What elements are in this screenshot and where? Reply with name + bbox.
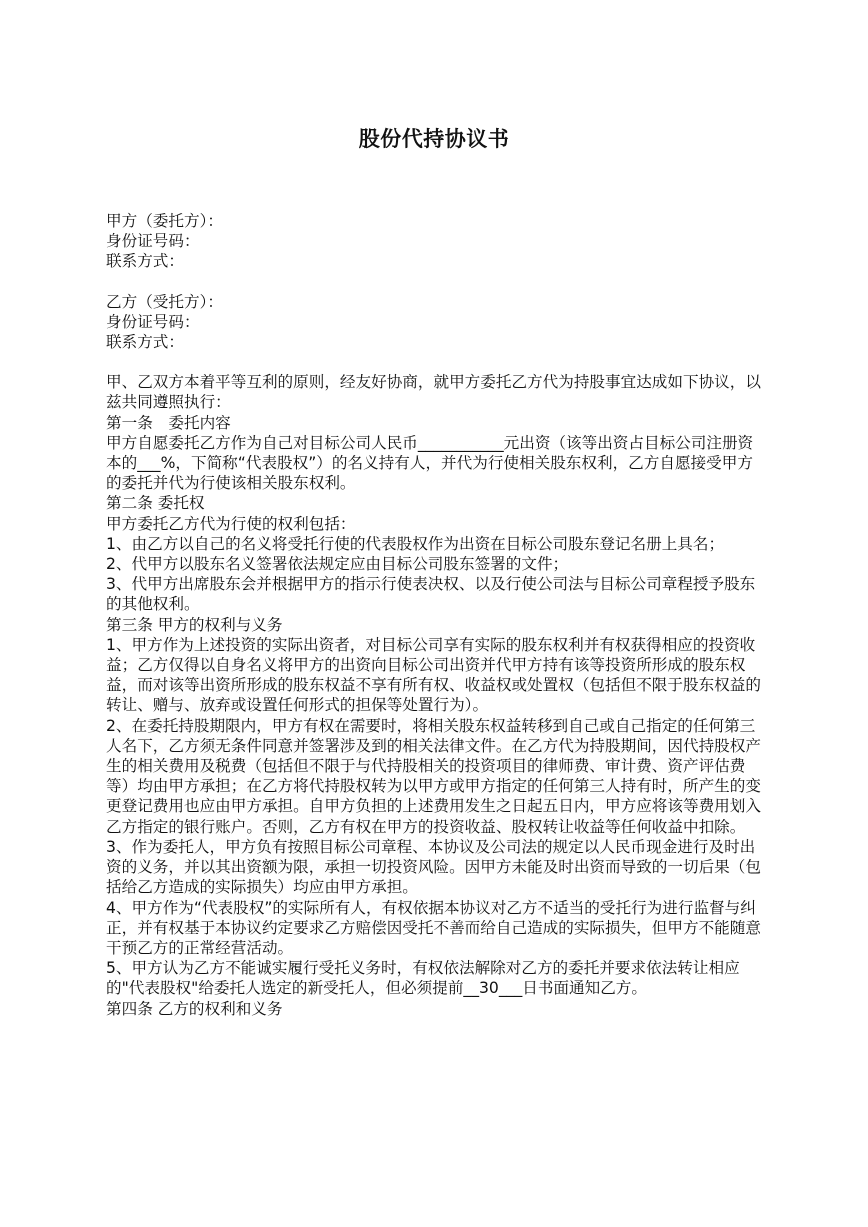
party-a-name-label: 甲方（委托方）： — [106, 212, 223, 230]
article-3-item-4: 4、甲方作为“代表股权”的实际所有人，有权依据本协议对乙方不适当的受托行为进行监督与纠正，并有权基于本协议约定要求乙方赔偿因受托不善而给自己造成的实际损失，但甲方不能随意干预乙方的正常经营活动。 — [106, 898, 761, 957]
article-3-item-3: 3、作为委托人，甲方负有按照目标公司章程、本协议及公司法的规定以人民币现金进行及时出资的义务，并以其出资额为限，承担一切投资风险。因甲方未能及时出资而导致的一切后果（包括给乙方造成的实际损失）均应由甲方承担。 — [106, 837, 761, 897]
article-4-heading: 第四条 乙方的权利和义务 — [106, 999, 283, 1018]
article-2-intro: 甲方委托乙方代为行使的权利包括： — [106, 514, 356, 533]
article-1-text: 甲方自愿委托乙方作为自己对目标公司人民币___________元出资（该等出资占目标公司注册资本的___%，下简称“代表股权”）的名义持有人，并代为行使相关股东权利，乙方自愿接受甲方的委托并代为行使该相关股东权利。 — [106, 433, 754, 493]
article-3-heading: 第三条 甲方的权利与义务 — [106, 615, 283, 634]
article-3-item-5: 5、甲方认为乙方不能诚实履行受托义务时，有权依法解除对乙方的委托并要求依法转让相应的"代表股权"给委托人选定的新受托人，但必须提前__30___日书面通知乙方。 — [106, 959, 740, 998]
article-1-heading: 第一条 委托内容 — [106, 413, 231, 432]
spacer — [106, 272, 766, 292]
party-b-name-label: 乙方（受托方）： — [106, 292, 223, 311]
article-3-item-1: 1、甲方作为上述投资的实际出资者，对目标公司享有实际的股东权利并有权获得相应的投资收益；乙方仅得以自身名义将甲方的出资向目标公司出资并代甲方持有该等投资所形成的股东权益，而对该等出资所形成的股东权益不享有所有权、收益权或处置权（包括但不限于股东权益的转让、赠与、放弃或设置任何形式的担保等处置行为）。 — [106, 635, 761, 715]
article-2-item-1: 1、由乙方以自己的名义将受托行使的代表股权作为出资在目标公司股东登记名册上具名； — [106, 534, 725, 553]
article-2-item-2: 2、代甲方以股东名义签署依法规定应由目标公司股东签署的文件； — [106, 555, 569, 574]
article-3-item-2: 2、在委托持股期限内，甲方有权在需要时，将相关股东权益转移到自己或自己指定的任何第三人名下，乙方须无条件同意并签署涉及到的相关法律文件。在乙方代为持股期间，因代持股权产生的相关费用及税费（包括但不限于与代持股相关的投资项目的律师费、审计费、资产评估费等）均由甲方承担；在乙方将代持股权转为以甲方或甲方指定的任何第三人持有时，所产生的变更登记费用也应由甲方承担。自甲方负担的上述费用发生之日起五日内，甲方应将该等费用划入乙方指定的银行账户。否则，乙方有权在甲方的投资收益、股权转让收益等任何收益中扣除。 — [106, 716, 761, 836]
document-title: 股份代持协议书 — [358, 127, 510, 151]
spacer — [106, 352, 766, 372]
party-a-id-label: 身份证号码： — [106, 232, 200, 251]
document-body — [106, 211, 766, 1019]
article-2-item-3: 3、代甲方出席股东会并根据甲方的指示行使表决权、以及行使公司法与目标公司章程授予股东的其他权利。 — [106, 575, 756, 614]
party-a-contact-label: 联系方式： — [106, 252, 184, 271]
intro-paragraph: 甲、乙双方本着平等互利的原则，经友好协商，就甲方委托乙方代为持股事宜达成如下协议，以兹共同遵照执行： — [106, 373, 761, 412]
article-2-heading: 第二条 委托权 — [106, 494, 205, 513]
party-b-id-label: 身份证号码： — [106, 312, 200, 331]
party-b-contact-label: 联系方式： — [106, 333, 184, 352]
